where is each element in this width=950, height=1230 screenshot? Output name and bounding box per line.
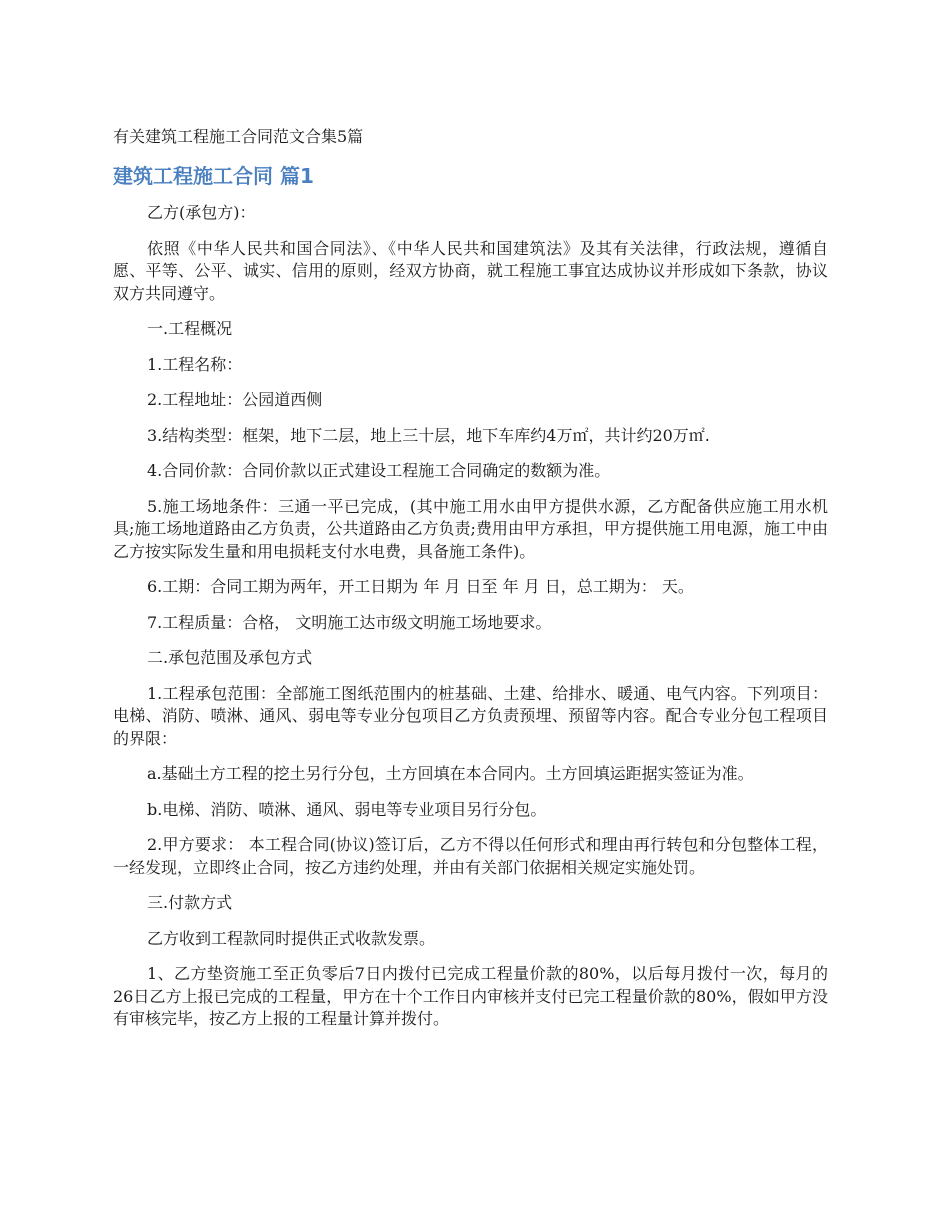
paragraph-preamble: 依照《中华人民共和国合同法》、《中华人民共和国建筑法》及其有关法律，行政法规，遵循自愿、平等、公平、诚实、信用的原则，经双方协商，就工程施工事宜达成协议并形成如下条款，协议双方共同遵守。: [113, 238, 828, 303]
clause-scope: 1.工程承包范围：全部施工图纸范围内的桩基础、土建、给排水、暖通、电气内容。下列项目：电梯、消防、喷淋、通风、弱电等专业分包项目乙方负责预埋、预留等内容。配合专业分包工程项目的界限：: [113, 683, 828, 748]
clause-site-conditions: 5.施工场地条件：三通一平已完成，(其中施工用水由甲方提供水源，乙方配备供应施工用水机具;施工场地道路由乙方负责，公共道路由乙方负责;费用由甲方承担，甲方提供施工用电源，施工中由乙方按实际发生量和用电损耗支付水电费，具备施工条件)。: [113, 496, 828, 561]
clause-heading-scope: 二.承包范围及承包方式: [147, 648, 313, 667]
clause-scope-b: b.电梯、消防、喷淋、通风、弱电等专业项目另行分包。: [147, 799, 547, 819]
clause-payment-schedule: 1、乙方垫资施工至正负零后7日内拨付已完成工程量价款的80%，以后每月拨付一次，每月的26日乙方上报已完成的工程量，甲方在十个工作日内审核并支付已完工程量价款的80%，假如甲方没有审核完毕，按乙方上报的工程量计算并拨付。: [113, 964, 828, 1028]
clause-structure-type: 3.结构类型：框架，地下二层，地上三十层，地下车库约4万㎡，共计约20万㎡.: [147, 425, 710, 445]
paragraph-party-b: 乙方(承包方)：: [147, 203, 256, 222]
clause-project-name: 1.工程名称：: [147, 354, 243, 374]
clause-project-address: 2.工程地址：公园道西侧: [147, 390, 323, 409]
clause-heading-payment: 三.付款方式: [147, 893, 233, 912]
clause-contract-price: 4.合同价款：合同价款以正式建设工程施工合同确定的数额为准。: [147, 461, 611, 480]
document-title: 有关建筑工程施工合同范文合集5篇: [113, 127, 364, 146]
clause-invoice: 乙方收到工程款同时提供正式收款发票。: [147, 928, 436, 948]
clause-party-a-requirements: 2.甲方要求： 本工程合同(协议)签订后，乙方不得以任何形式和理由再行转包和分包整体工程，一经发现，立即终止合同，按乙方违约处理，并由有关部门依据相关规定实施处罚。: [113, 835, 828, 877]
clause-heading-overview: 一.工程概况: [147, 319, 233, 338]
section-heading: 建筑工程施工合同 篇1: [113, 164, 314, 188]
clause-duration: 6.工期：合同工期为两年，开工日期为 年 月 日至 年 月 日，总工期为： 天。: [147, 577, 694, 596]
document-page: [113, 124, 828, 1044]
clause-quality: 7.工程质量：合格， 文明施工达市级文明施工场地要求。: [147, 612, 552, 632]
clause-scope-a: a.基础土方工程的挖土另行分包，土方回填在本合同内。土方回填运距据实签证为准。: [147, 764, 754, 783]
